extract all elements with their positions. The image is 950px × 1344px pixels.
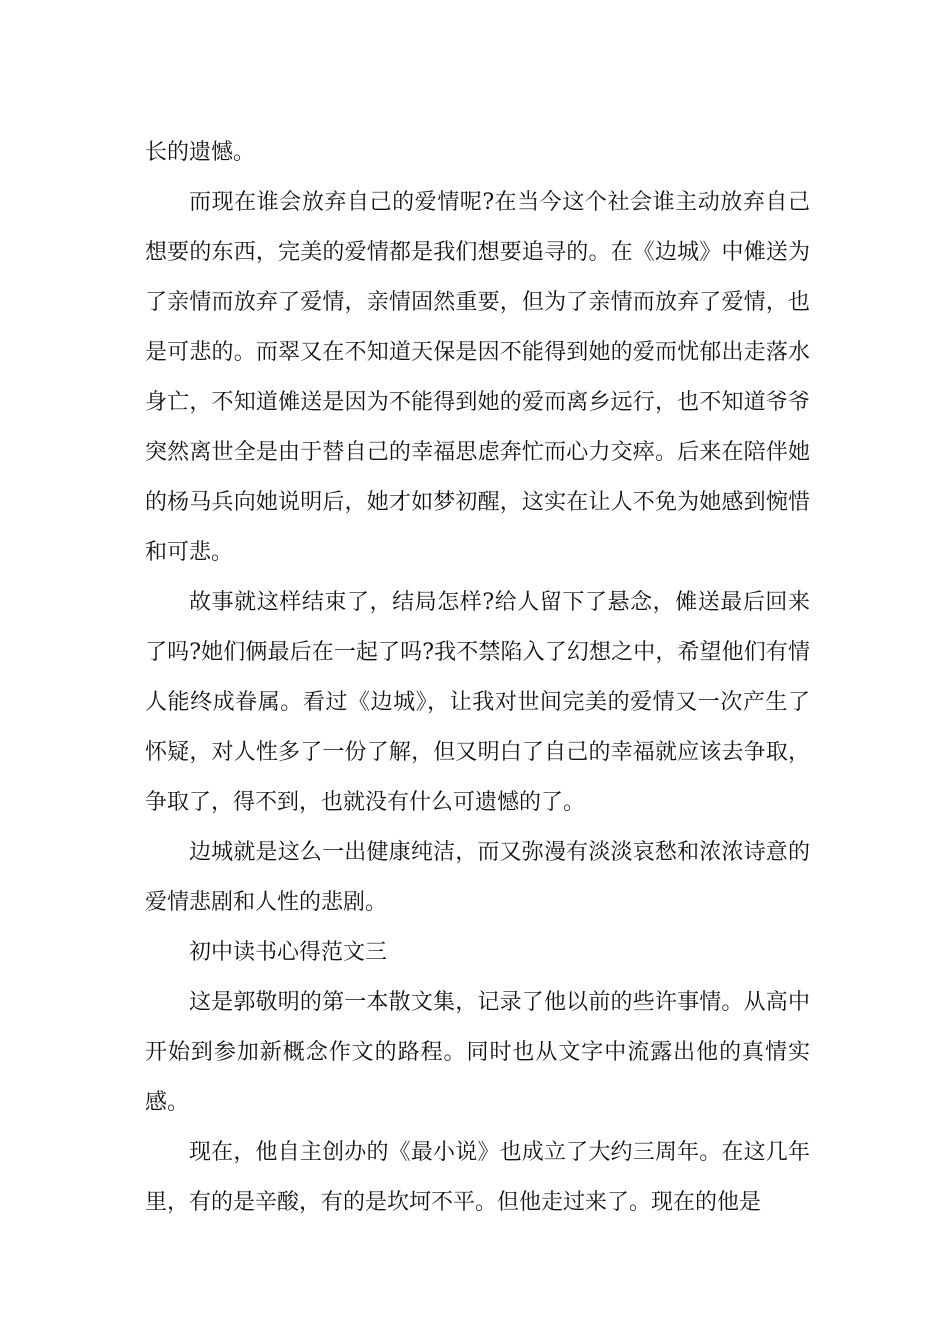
paragraph-zuixiaoshuo: 现在，他自主创办的《最小说》也成立了大约三周年。在这几年里，有的是辛酸，有的是坎坷不平。但他走过来了。现在的他是 — [145, 1140, 810, 1215]
section-heading: 初中读书心得范文三 — [189, 940, 388, 965]
paragraph-biancheng-summary: 边城就是这么一出健康纯洁，而又弥漫有淡淡哀愁和浓浓诗意的爱情悲剧和人性的悲剧。 — [145, 840, 810, 915]
paragraph-story-ending: 故事就这样结束了，结局怎样?给人留下了悬念，傩送最后回来了吗?她们俩最后在一起了吗?我不禁陷入了幻想之中，希望他们有情人能终成眷属。看过《边城》，让我对世间完美的爱情又一次产生了怀疑，对人性多了一份了解，但又明白了自己的幸福就应该去争取，争取了，得不到，也就没有什么可遗憾的了。 — [145, 590, 810, 815]
paragraph-continuation: 长的遗憾。 — [145, 140, 256, 165]
paragraph-essay-collection: 这是郭敬明的第一本散文集，记录了他以前的些许事情。从高中开始到参加新概念作文的路程。同时也从文字中流露出他的真情实感。 — [145, 990, 810, 1115]
document-body — [145, 128, 810, 1228]
paragraph-love-choice: 而现在谁会放弃自己的爱情呢?在当今这个社会谁主动放弃自己想要的东西，完美的爱情都是我们想要追寻的。在《边城》中傩送为了亲情而放弃了爱情，亲情固然重要，但为了亲情而放弃了爱情，也是可悲的。而翠又在不知道天保是因不能得到她的爱而忧郁出走落水身亡，不知道傩送是因为不能得到她的爱而离乡远行，也不知道爷爷突然离世全是由于替自己的幸福思虑奔忙而心力交瘁。后来在陪伴她的杨马兵向她说明后，她才如梦初醒，这实在让人不免为她感到惋惜和可悲。 — [145, 190, 810, 565]
